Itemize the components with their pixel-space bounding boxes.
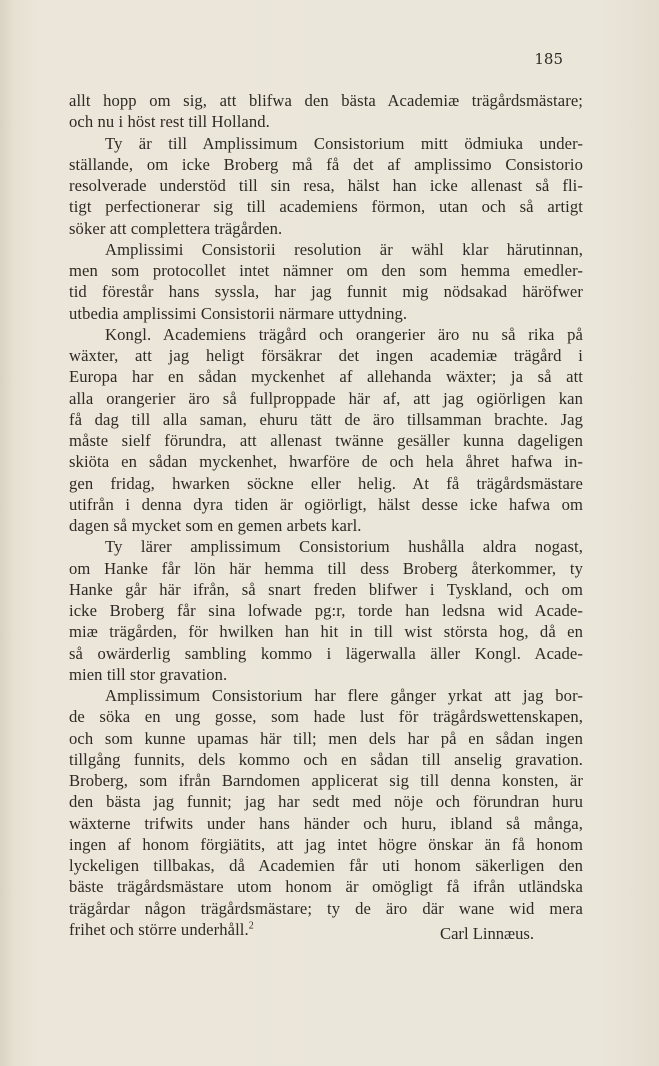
text-line: frihet och större underhåll.$^2$ (69, 919, 254, 939)
page-number: 185 (534, 50, 563, 68)
text-line: Amplissimi Consistorii resolution är wähl klar härutinnan, (105, 239, 583, 259)
text-line: de söka en ung gosse, som hade lust för trägårdswettenskapen, (69, 707, 583, 727)
text-line: få dag till alla saman, ehuru tätt de äro tillsamman brachte. Jag (69, 409, 583, 429)
text-line: utbedia amplissimi Consistorii närmare uttydning. (69, 303, 408, 323)
text-line: Europa har en sådan myckenhet af allehanda wäxter; ja så att (69, 367, 583, 387)
text-line: ställande, om icke Broberg må få det af amplissimo Consistorio (69, 154, 583, 174)
paragraph (69, 90, 583, 133)
text-line: resolverade understöd till sin resa, hälst han icke allenast så fli- (69, 176, 583, 195)
text-line: gen fridag, hwarken söckne eller helig. At få trägårdsmästare (69, 473, 583, 493)
text-line: men som protocollet intet nämner om den som hemma emedler- (69, 261, 583, 280)
text-line: Broberg, som ifrån Barndomen applicerat sig till denna konsten, är (69, 771, 583, 790)
footnote-mark: 2 (248, 920, 254, 932)
text-line: och som kunne upamas här till; men dels har på en sådan ingen (69, 728, 583, 748)
text-line: måste sielf förundra, att allenast twänne gesäller kunna dageligen (69, 431, 583, 450)
text-line: dagen så mycket som en gemen arbets karl. (69, 516, 362, 535)
text-line: söker att complettera trägården. (69, 218, 283, 238)
text-line: trägårdar någon trägårdsmästare; ty de äro där wane wid mera (69, 898, 583, 918)
text-line: wäxter, att jag heligt försäkrar det ingen academiæ trägård i (69, 346, 583, 365)
text-line: så owärderlig sambling kommo i lägerwalla äller Kongl. Acade- (69, 643, 583, 663)
text-line: wäxterne trifwits under hans händer och huru, ibland så många, (69, 813, 583, 833)
text-line: tillgång funnits, dels kommo och en sådan till anselig gravation. (69, 749, 583, 769)
text-line: och nu i höst rest till Holland. (69, 112, 270, 132)
text-line: Kongl. Academiens trägård och orangerier äro nu så rika på (105, 324, 583, 344)
text-line: tid förestår hans syssla, har jag funnit mig nödsakad häröfwer (69, 282, 583, 302)
signature: Carl Linnæus. (440, 924, 535, 943)
text-line: utifrån i denna dyra tiden är ogiörligt, hälst desse icke hafwa om (69, 494, 583, 514)
text-line: bäste trägårdsmästare utom honom är omögligt få ifrån utländska (69, 877, 583, 897)
text-line: Hanke går här ifrån, så snart freden blifwer i Tyskland, och om (69, 579, 583, 599)
text-line: Ty är till Amplissimum Consistorium mitt ödmiuka under- (105, 133, 583, 153)
paragraph (69, 133, 583, 239)
paragraph (69, 536, 583, 685)
text-line: ingen af honom förgiätits, att jag intet högre önskar än få honom (69, 834, 583, 854)
text-line: lyckeligen tillbakas, då Academien får uti honom säkerligen den (69, 856, 583, 875)
paragraph (69, 324, 583, 537)
letter-body (69, 90, 583, 940)
text-line: mien till stor gravation. (69, 664, 228, 684)
paragraph (69, 239, 583, 324)
text-line: alla orangerier äro så fullproppade här af, att jag ogiörligen kan (69, 388, 583, 408)
text-line: skiöta en sådan myckenhet, hwarföre de och hela åhret hafwa in- (69, 452, 583, 472)
text-line: den bästa jag funnit; jag har sedt med nöje och förundran huru (69, 792, 583, 812)
paragraph (69, 685, 583, 940)
text-line: tigt perfectionerar sig till academiens förmon, utan och så artigt (69, 197, 583, 217)
text-line: miæ trägården, för hwilken han hit in till wist största hog, då en (69, 622, 583, 642)
text-line: om Hanke får lön här hemma till dess Broberg återkommer, ty (69, 558, 583, 578)
text-line: allt hopp om sig, att blifwa den bästa Academiæ trägårdsmästare; (69, 91, 583, 110)
text-line: Amplissimum Consistorium har flere gånger yrkat att jag bor- (105, 686, 583, 705)
text-line: icke Broberg får sina lofwade pg:r, torde han ledsna wid Acade- (69, 601, 583, 620)
text-line: Ty lärer amplissimum Consistorium hushålla aldra nogast, (105, 537, 583, 557)
